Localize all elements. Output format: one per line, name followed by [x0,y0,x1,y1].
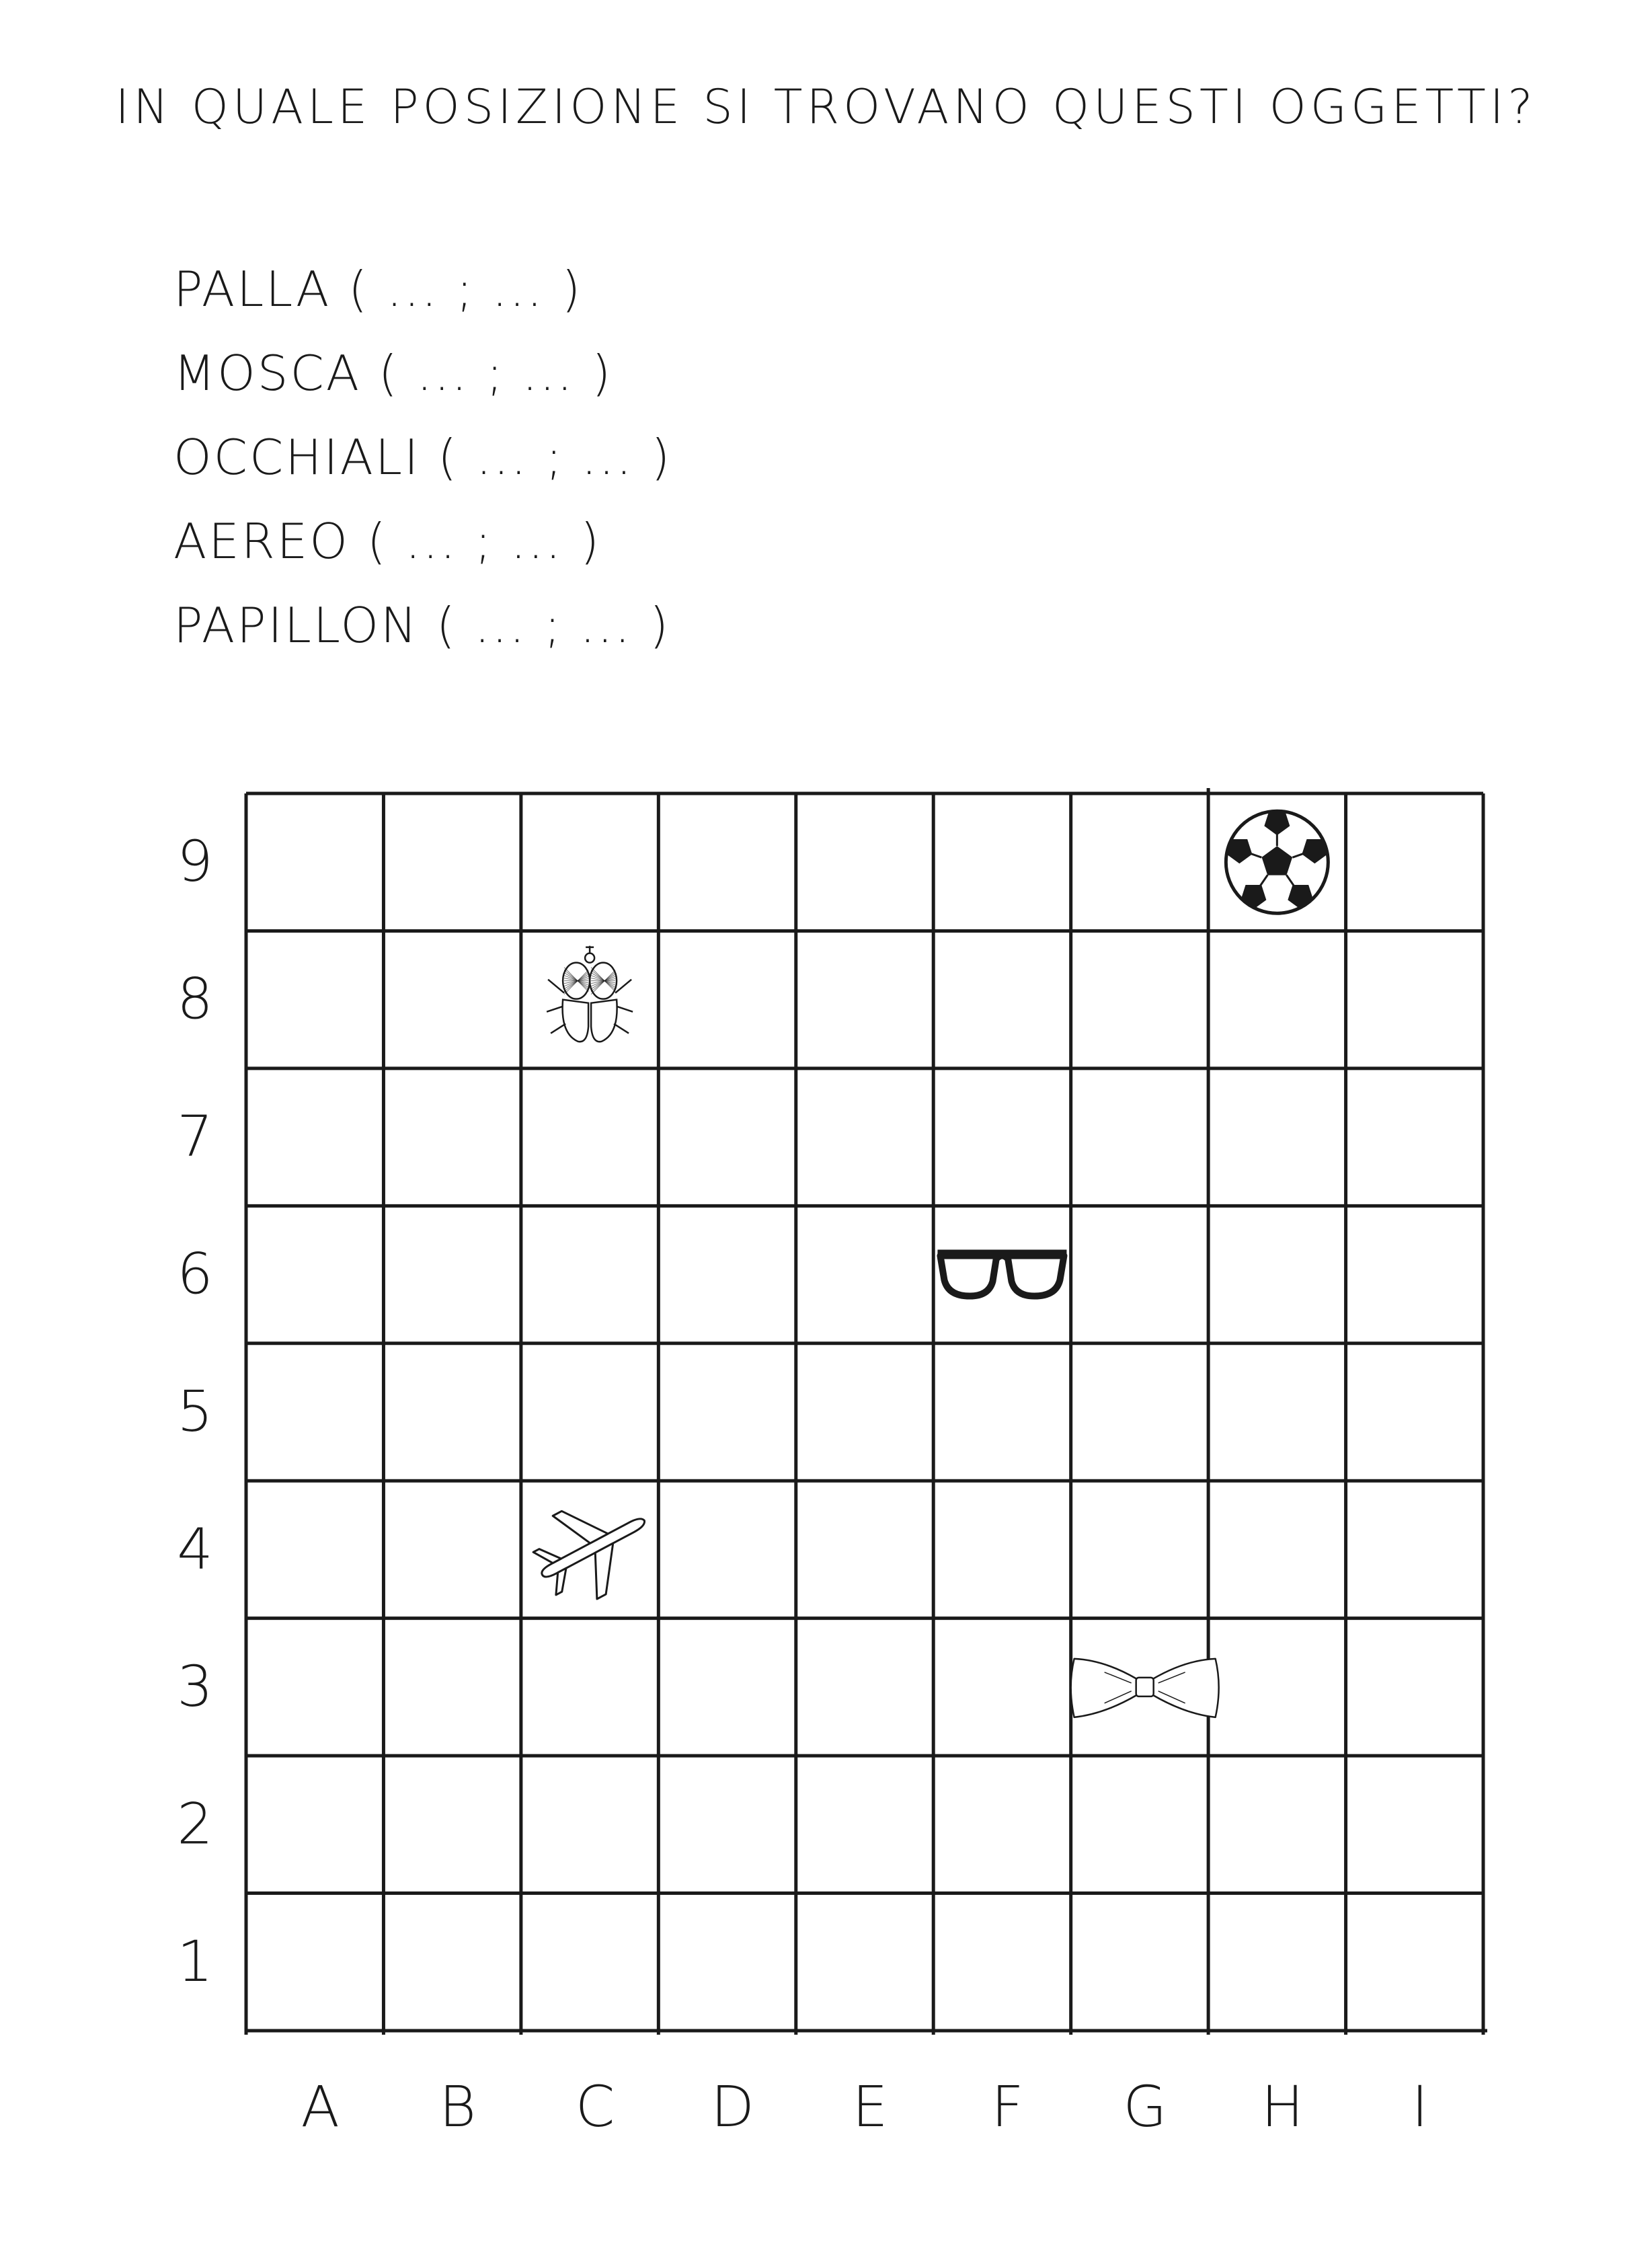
row-label-7: 7 [177,1103,213,1170]
question-name: PAPILLON [173,597,419,654]
worksheet-title: IN QUALE POSIZIONE SI TROVANO QUESTI OGGETTI? [115,79,1537,134]
row-label-4: 4 [177,1516,213,1582]
fly-icon [547,946,633,1042]
answer-blanks: ( ... ; ... ) [436,597,671,654]
glasses-icon [937,1253,1066,1296]
row-label-1: 1 [177,1928,213,1994]
question-name: PALLA [173,261,331,317]
bow-tie-icon [1071,1659,1219,1717]
question-name: AEREO [173,513,350,570]
col-label-A: A [301,2074,340,2140]
col-label-B: B [439,2074,477,2140]
row-label-5: 5 [177,1378,213,1444]
answer-blanks: ( ... ; ... ) [348,261,583,317]
row-label-6: 6 [177,1241,213,1307]
answer-blanks: ( ... ; ... ) [366,513,602,570]
row-label-8: 8 [177,966,213,1032]
col-label-I: I [1411,2074,1429,2140]
question-name: MOSCA [173,345,362,401]
airplane-icon [520,1479,667,1616]
row-label-9: 9 [177,828,213,895]
col-label-G: G [1123,2074,1167,2140]
row-label-3: 3 [177,1653,213,1719]
col-label-H: H [1261,2074,1304,2140]
question-name: OCCHIALI [173,429,421,485]
soccer-ball-icon [1226,811,1328,913]
answer-blanks: ( ... ; ... ) [378,345,613,401]
col-label-D: D [711,2074,754,2140]
answer-blanks: ( ... ; ... ) [438,429,672,485]
col-label-C: C [575,2074,615,2140]
col-label-F: F [991,2074,1024,2140]
col-label-E: E [852,2074,888,2140]
row-label-2: 2 [177,1791,213,1857]
